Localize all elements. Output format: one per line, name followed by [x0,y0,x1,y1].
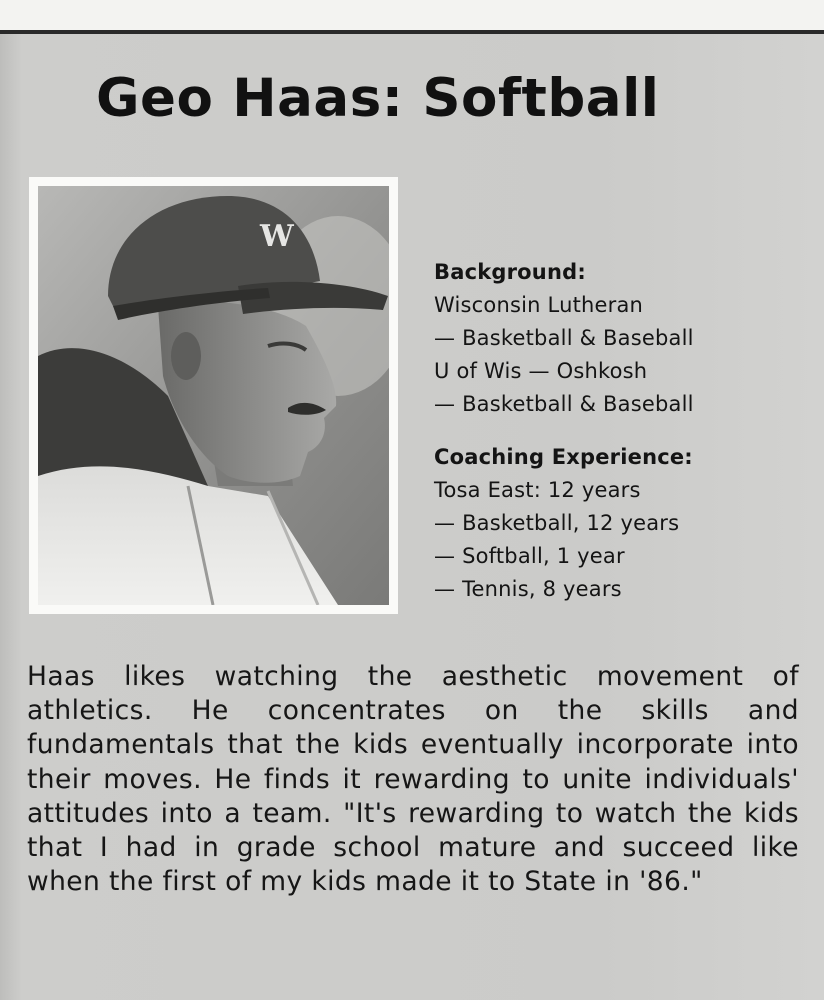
section-gap [434,421,814,441]
experience-line: — Tennis, 8 years [434,577,622,601]
bio-paragraph: Haas likes watching the aesthetic movement of athletics. He concentrates on the skills and fundamentals that the kids eventually incorporate into their moves. He finds it rewarding to unite individuals' attitudes into a team. "It's rewarding to watch the kids that I had in grade school mature and succeed like when the first of my kids made it to State in '86." [27,661,799,898]
background-heading: Background: [434,260,586,284]
experience-heading: Coaching Experience: [434,445,693,469]
coach-info [434,256,814,606]
coach-photo-frame [29,177,398,614]
experience-line: Tosa East: 12 years [434,478,641,502]
experience-line: — Basketball, 12 years [434,511,680,535]
experience-line: — Softball, 1 year [434,544,625,568]
svg-text:W: W [260,219,294,254]
page-title: Geo Haas: Softball [96,68,660,129]
page-top-margin [0,0,824,30]
background-line: U of Wis — Oshkosh [434,359,648,383]
coach-photo [38,186,389,605]
background-line: — Basketball & Baseball [434,392,694,416]
background-line: Wisconsin Lutheran [434,293,644,317]
background-line: — Basketball & Baseball [434,326,694,350]
